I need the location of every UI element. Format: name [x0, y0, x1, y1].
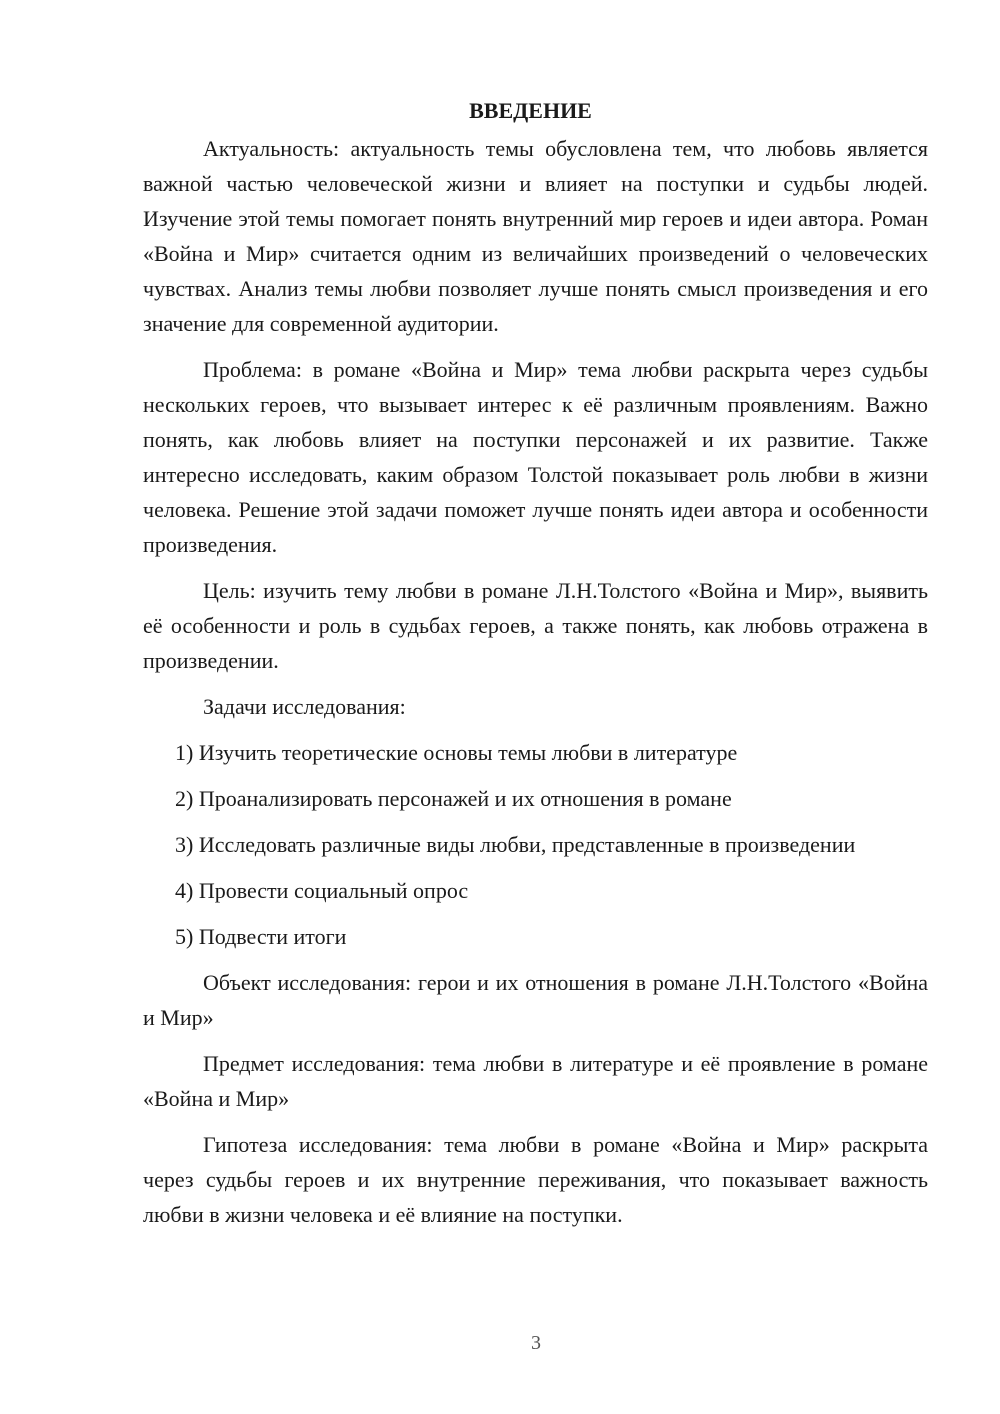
relevance-paragraph: Актуальность: актуальность темы обусловлена тем, что любовь является важной частью человеческой жизни и влияет на поступки и судьбы людей. Изучение этой темы помогает понять внутренний мир героев и идеи автора. Роман «Война и Мир» считается одним из величайших произведений о человеческих чувствах. Анализ темы любви позволяет лучше понять смысл произведения и его значение для современной аудитории.	[143, 136, 928, 336]
task-item: 2) Проанализировать персонажей и их отношения в романе	[175, 786, 732, 811]
task-item: 1) Изучить теоретические основы темы любви в литературе	[175, 740, 738, 765]
section-title: ВВЕДЕНИЕ	[469, 98, 592, 123]
problem-paragraph: Проблема: в романе «Война и Мир» тема любви раскрыта через судьбы нескольких героев, что вызывает интерес к её различным проявлениям. Важно понять, как любовь влияет на поступки персонажей и их развитие. Также интересно исследовать, каким образом Толстой показывает роль любви в жизни человека. Решение этой задачи поможет лучше понять идеи автора и особенности произведения.	[143, 357, 928, 557]
subject-paragraph: Предмет исследования: тема любви в литературе и её проявление в романе «Война и Мир»	[143, 1051, 928, 1111]
task-item: 5) Подвести итоги	[175, 924, 347, 949]
hypothesis-paragraph: Гипотеза исследования: тема любви в романе «Война и Мир» раскрыта через судьбы героев и их внутренние переживания, что показывает важность любви в жизни человека и её влияние на поступки.	[143, 1132, 928, 1227]
goal-paragraph: Цель: изучить тему любви в романе Л.Н.Толстого «Война и Мир», выявить её особенности и роль в судьбах героев, а также понять, как любовь отражена в произведении.	[143, 578, 928, 673]
task-item: 4) Провести социальный опрос	[175, 878, 469, 903]
object-paragraph: Объект исследования: герои и их отношения в романе Л.Н.Толстого «Война и Мир»	[143, 970, 928, 1030]
page-number: 3	[531, 1332, 541, 1354]
task-item: 3) Исследовать различные виды любви, представленные в произведении	[175, 832, 856, 857]
tasks-heading: Задачи исследования:	[203, 694, 406, 719]
